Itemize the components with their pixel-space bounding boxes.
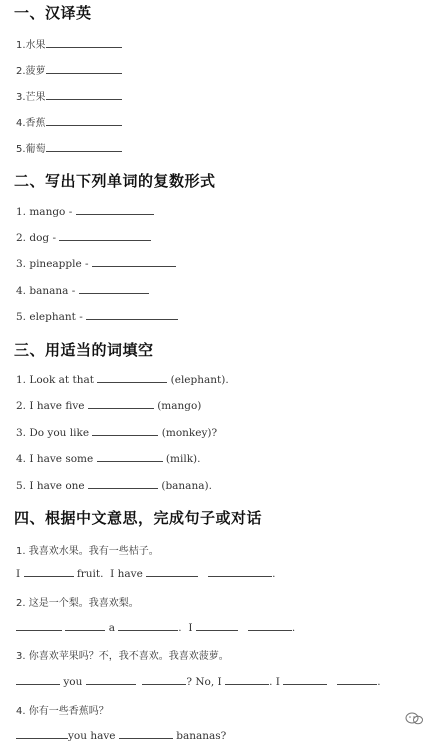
s2-item-3: 3. pineapple - (16, 257, 176, 270)
s1-item-5: 5.葡萄 (16, 140, 122, 155)
s4-q4-chinese: 4. 你有一些香蕉吗？ (16, 706, 109, 717)
section-1-title: 一、汉译英 (14, 4, 92, 22)
s4-q3-answer: you ? No, I . I . (16, 675, 381, 688)
s4-q2-chinese: 2. 这是一个梨。我喜欢梨。 (16, 598, 139, 609)
s1-item-2: 2.菠萝 (16, 62, 122, 77)
watermark-logo-icon (404, 710, 424, 726)
s4-q4-answer: you have bananas? (16, 729, 226, 742)
section-4-title: 四、根据中文意思，完成句子或对话 (14, 509, 263, 527)
section-3-title: 三、用适当的词填空 (14, 341, 154, 359)
s4-q1-chinese: 1. 我喜欢水果。我有一些桔子。 (16, 546, 159, 557)
s3-item-1: 1. Look at that (elephant). (16, 374, 229, 386)
s3-item-5: 5. I have one (banana). (16, 480, 212, 492)
s1-item-3: 3.芒果 (16, 88, 122, 103)
section-2-title: 二、写出下列单词的复数形式 (14, 172, 216, 190)
s1-item-4: 4.香蕉 (16, 114, 122, 129)
s2-item-2: 2. dog - (16, 231, 151, 244)
s3-item-4: 4. I have some (milk). (16, 453, 201, 465)
s3-item-3: 3. Do you like (monkey)? (16, 427, 218, 439)
s1-item-1: 1.水果 (16, 36, 122, 51)
s4-q2-answer: a . I . (16, 621, 295, 634)
s2-item-1: 1. mango - (16, 205, 154, 218)
s4-q3-chinese: 3. 你喜欢苹果吗？不，我不喜欢。我喜欢菠萝。 (16, 651, 229, 662)
s2-item-4: 4. banana - (16, 284, 149, 297)
s2-item-5: 5. elephant - (16, 310, 178, 323)
s4-q1-answer: I fruit. I have . (16, 568, 276, 580)
s3-item-2: 2. I have five (mango) (16, 400, 202, 412)
